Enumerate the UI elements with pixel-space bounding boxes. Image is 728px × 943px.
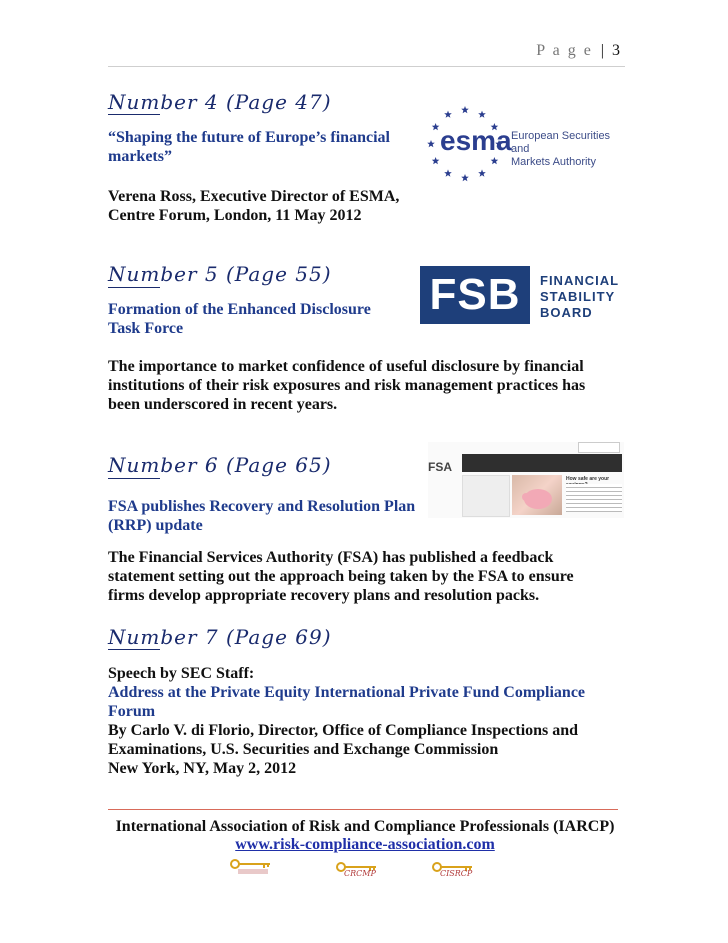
item-heading: Number 7 (Page 69) (108, 625, 332, 649)
piggy-bank-icon (512, 475, 562, 515)
item-title (108, 497, 415, 535)
item-body (108, 721, 578, 778)
header-rule (108, 66, 625, 67)
title-line: Forum (108, 703, 156, 720)
star-icon (461, 174, 469, 181)
fsa-logo-text: FSA (428, 460, 452, 474)
nav-bar (462, 454, 622, 472)
page-separator: | (600, 42, 604, 59)
item-heading: Number 4 (Page 47) (108, 90, 332, 114)
star-icon (444, 111, 452, 118)
star-icon (491, 157, 499, 164)
item-title (108, 300, 371, 338)
heading-underline (108, 287, 160, 288)
item-title (108, 128, 390, 166)
badge-label: CRCMP (344, 869, 376, 878)
body-line: New York, NY, May 2, 2012 (108, 760, 297, 777)
title-line: FSA publishes Recovery and Resolution Plan (108, 498, 416, 515)
fsb-sub-line: BOARD (540, 305, 593, 320)
footer-rule (108, 809, 618, 810)
badge-crcmp (334, 858, 380, 880)
title-line: “Shaping the future of Europe’s financial (108, 129, 390, 146)
esma-logo (418, 102, 628, 187)
page-header (536, 42, 620, 60)
body-line: The Financial Services Authority (FSA) has published a feedback (108, 549, 554, 566)
badge-cisrcp (430, 858, 476, 880)
body-line: institutions of their risk exposures and risk management practices has (108, 377, 586, 394)
heading-underline (108, 114, 160, 115)
star-icon (461, 106, 469, 113)
fsb-logo (420, 266, 620, 326)
fsb-sub-line: STABILITY (540, 289, 616, 304)
fsb-sub-line: FINANCIAL (540, 273, 620, 288)
body-line: Examinations, U.S. Securities and Exchange Commission (108, 741, 499, 758)
title-line: Task Force (108, 320, 184, 337)
star-icon (478, 111, 486, 118)
search-box (578, 442, 620, 453)
page-label: P a g e (536, 42, 593, 59)
item-title (108, 683, 585, 721)
footer-organization: International Association of Risk and Compliance Professionals (IARCP) (115, 818, 615, 835)
body-line: By Carlo V. di Florio, Director, Office of Compliance Inspections and (108, 722, 579, 739)
card-text-lines (566, 484, 622, 512)
esma-sub-line: European Securities and (511, 130, 611, 155)
body-line: been underscored in recent years. (108, 396, 338, 413)
item-body (108, 548, 574, 605)
key-icon (228, 858, 274, 876)
item-body (108, 187, 399, 225)
title-line: (RRP) update (108, 517, 203, 534)
star-icon (478, 169, 486, 176)
title-line: markets” (108, 148, 172, 165)
body-line: statement setting out the approach being taken by the FSA to ensure (108, 568, 574, 585)
body-line: Verena Ross, Executive Director of ESMA, (108, 188, 400, 205)
badge-label: CISRCP (440, 869, 473, 878)
side-panel (462, 475, 510, 517)
title-line: Formation of the Enhanced Disclosure (108, 301, 371, 318)
card-title: How safe are your (566, 476, 610, 482)
item-heading: Number 5 (Page 55) (108, 262, 332, 286)
fsb-wordmark: FSB (420, 266, 530, 324)
esma-sub-line: Markets Authority (511, 156, 596, 168)
heading-underline (108, 649, 160, 650)
footer-website-link[interactable]: www.risk-compliance-association.com (235, 836, 495, 853)
esma-subtitle (511, 130, 631, 169)
body-line: The importance to market confidence of useful disclosure by financial (108, 358, 584, 375)
star-icon (444, 169, 452, 176)
page-number: 3 (612, 42, 620, 59)
heading-underline (108, 478, 160, 479)
item-heading: Number 6 (Page 65) (108, 453, 332, 477)
fsb-subtitle (540, 273, 619, 321)
star-icon (432, 123, 440, 130)
item-intro: Speech by SEC Staff: (108, 665, 255, 682)
star-icon (432, 157, 440, 164)
title-line: Address at the Private Equity International Private Fund Compliance (108, 684, 586, 701)
esma-wordmark: esma (440, 125, 512, 156)
item-body (108, 357, 585, 414)
star-icon (427, 140, 435, 147)
badge-key-1 (228, 858, 274, 876)
body-line: Centre Forum, London, 11 May 2012 (108, 207, 362, 224)
body-line: firms develop appropriate recovery plans and resolution packs. (108, 587, 540, 604)
piggy-bank-image (512, 475, 562, 515)
fsa-screenshot (428, 442, 624, 518)
